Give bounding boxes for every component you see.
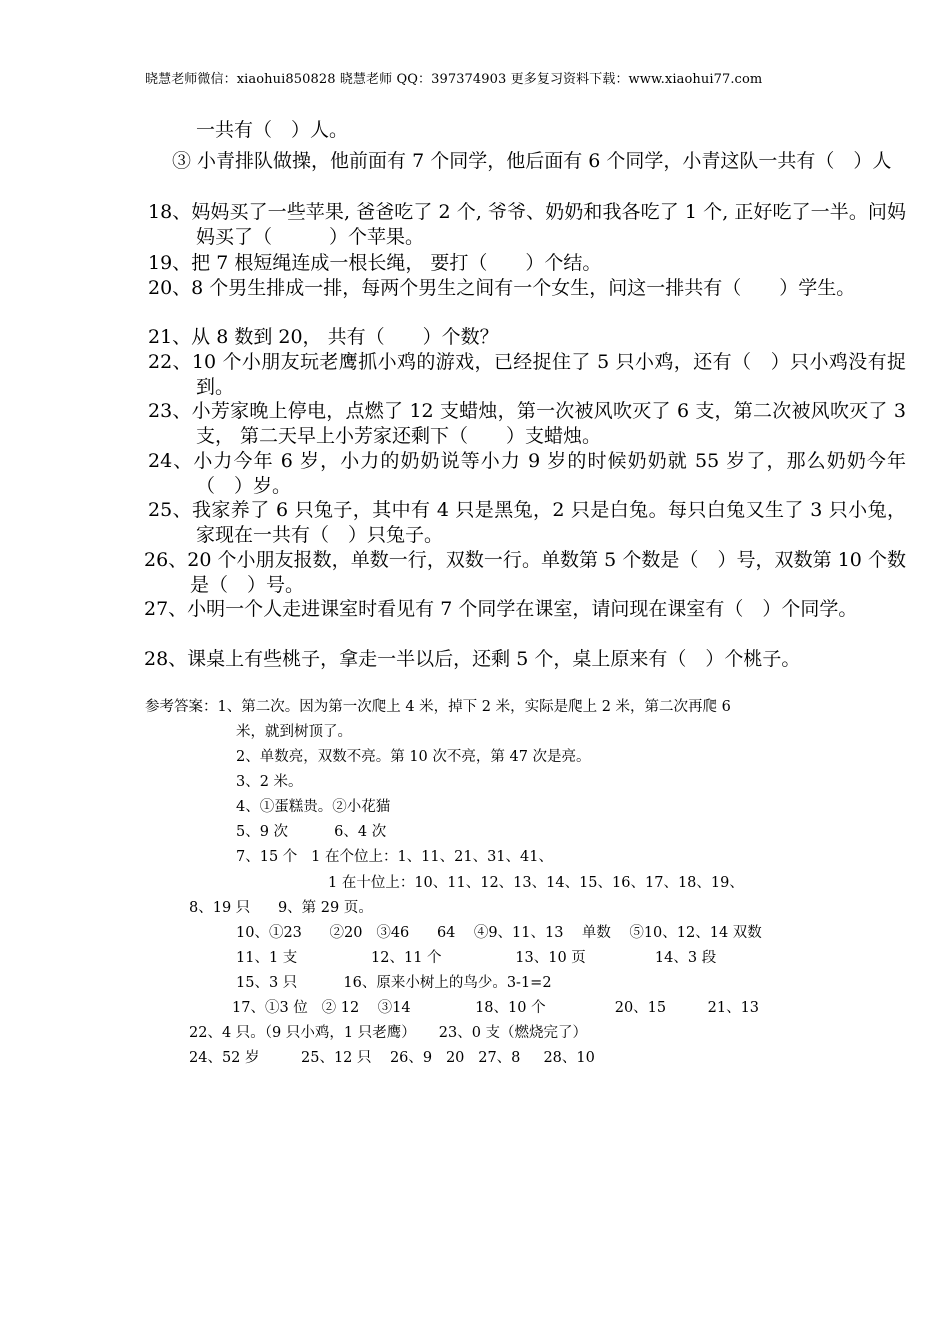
answer-line: 米，就到树顶了。 [236,724,352,740]
answer-line: 17、①3 位 ② 12 ③14 18、10 个 20、15 21、13 [232,1000,760,1016]
question-28: 28、课桌上有些桃子，拿走一半以后，还剩 5 个，桌上原来有（ ）个桃子。 [144,648,801,670]
answer-line: 10、①23 ②20 ③46 64 ④9、11、13 单数 ⑤10、12、14 双数 [236,925,762,941]
answer-line: 3、2 米。 [236,774,303,790]
question-17-2-continuation: 一共有（ ）人。 [196,119,349,141]
answer-line: 22、4 只。（9 只小鸡，1 只老鹰） 23、0 支（燃烧完了） [189,1025,588,1041]
question-22: 22、10 个小朋友玩老鹰抓小鸡的游戏，已经捉住了 5 只小鸡，还有（ ）只小鸡没有捉到。 [148,351,906,398]
question-24: 24、小力今年 6 岁，小力的奶奶说等小力 9 岁的时候奶奶就 55 岁了，那么奶奶今年（ ）岁。 [148,450,906,497]
question-26: 26、20 个小朋友报数，单数一行，双数一行。单数第 5 个数是（ ）号，双数第 10 个数是（ ）号。 [144,549,906,596]
answer-line: 2、单数亮，双数不亮。第 10 次不亮，第 47 次是亮。 [236,749,591,765]
answer-line: 11、1 支 12、11 个 13、10 页 14、3 段 [236,950,717,966]
question-19: 19、把 7 根短绳连成一根长绳， 要打（ ）个结。 [148,252,602,274]
answer-line: 15、3 只 16、原来小树上的鸟少。3-1=2 [236,975,552,991]
question-21: 21、从 8 数到 20， 共有（ ）个数？ [148,326,499,348]
question-17-3: ③ 小青排队做操，他前面有 7 个同学，他后面有 6 个同学，小青这队一共有（ ）人 [172,150,892,172]
answer-line: 7、15 个 1 在个位上：1、11、21、31、41、 [236,849,553,865]
answer-line: 8、19 只 9、第 29 页。 [189,900,373,916]
question-27: 27、小明一个人走进课室时看见有 7 个同学在课室，请问现在课室有（ ）个同学。 [144,598,858,620]
answer-line: 4、①蛋糕贵。②小花猫 [236,799,391,815]
answer-line: 1 在十位上：10、11、12、13、14、15、16、17、18、19、 [328,875,744,891]
question-20: 20、8 个男生排成一排，每两个男生之间有一个女生，问这一排共有（ ）学生。 [148,277,856,299]
page-header: 晓慧老师微信：xiaohui850828 晓慧老师 QQ：397374903 更多复习资料下载：www.xiaohui77.com [145,72,763,87]
answer-line: 5、9 次 6、4 次 [236,824,387,840]
question-23: 23、小芳家晚上停电，点燃了 12 支蜡烛，第一次被风吹灭了 6 支，第二次被风吹灭了 3 支， 第二天早上小芳家还剩下（ ）支蜡烛。 [148,400,906,447]
question-18: 18、妈妈买了一些苹果, 爸爸吃了 2 个, 爷爷、奶奶和我各吃了 1 个, 正好吃了一半。问妈妈买了（ ）个苹果。 [148,201,906,248]
answer-line: 参考答案：1、第二次。因为第一次爬上 4 米，掉下 2 米，实际是爬上 2 米，第二次再爬 6 [145,699,731,715]
answer-line: 24、52 岁 25、12 只 26、9 20 27、8 28、10 [189,1050,595,1066]
question-25: 25、我家养了 6 只兔子，其中有 4 只是黑兔，2 只是白兔。每只白兔又生了 3 只小兔，家现在一共有（ ）只兔子。 [148,499,906,546]
